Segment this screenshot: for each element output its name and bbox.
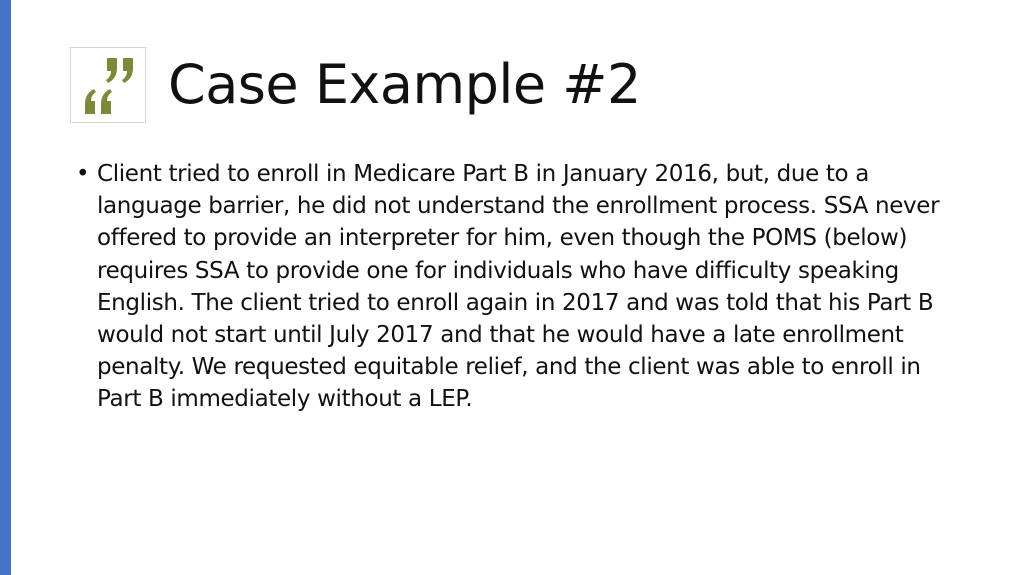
- bullet-text: Client tried to enroll in Medicare Part B in January 2016, but, due to a language barrier, he did not understand the enrollment process. SSA never offered to provide an interpreter for him, even though the POMS (below) requires SSA to provide one for individuals who have difficulty speaking English. The client tried to enroll again in 2017 and was told that his Part B would not start until July 2017 and that he would have a late enrollment penalty. We requested equitable relief, and the client was able to enroll in Part B immediately without a LEP.: [97, 161, 940, 413]
- quote-marks-icon: [71, 48, 147, 124]
- left-accent-bar: [0, 0, 11, 575]
- bullet-item: [76, 158, 956, 416]
- bullet-list: [76, 158, 956, 416]
- quote-icon-box: [70, 47, 146, 123]
- bullet-dot: •: [76, 161, 90, 187]
- slide-title: Case Example #2: [168, 53, 641, 116]
